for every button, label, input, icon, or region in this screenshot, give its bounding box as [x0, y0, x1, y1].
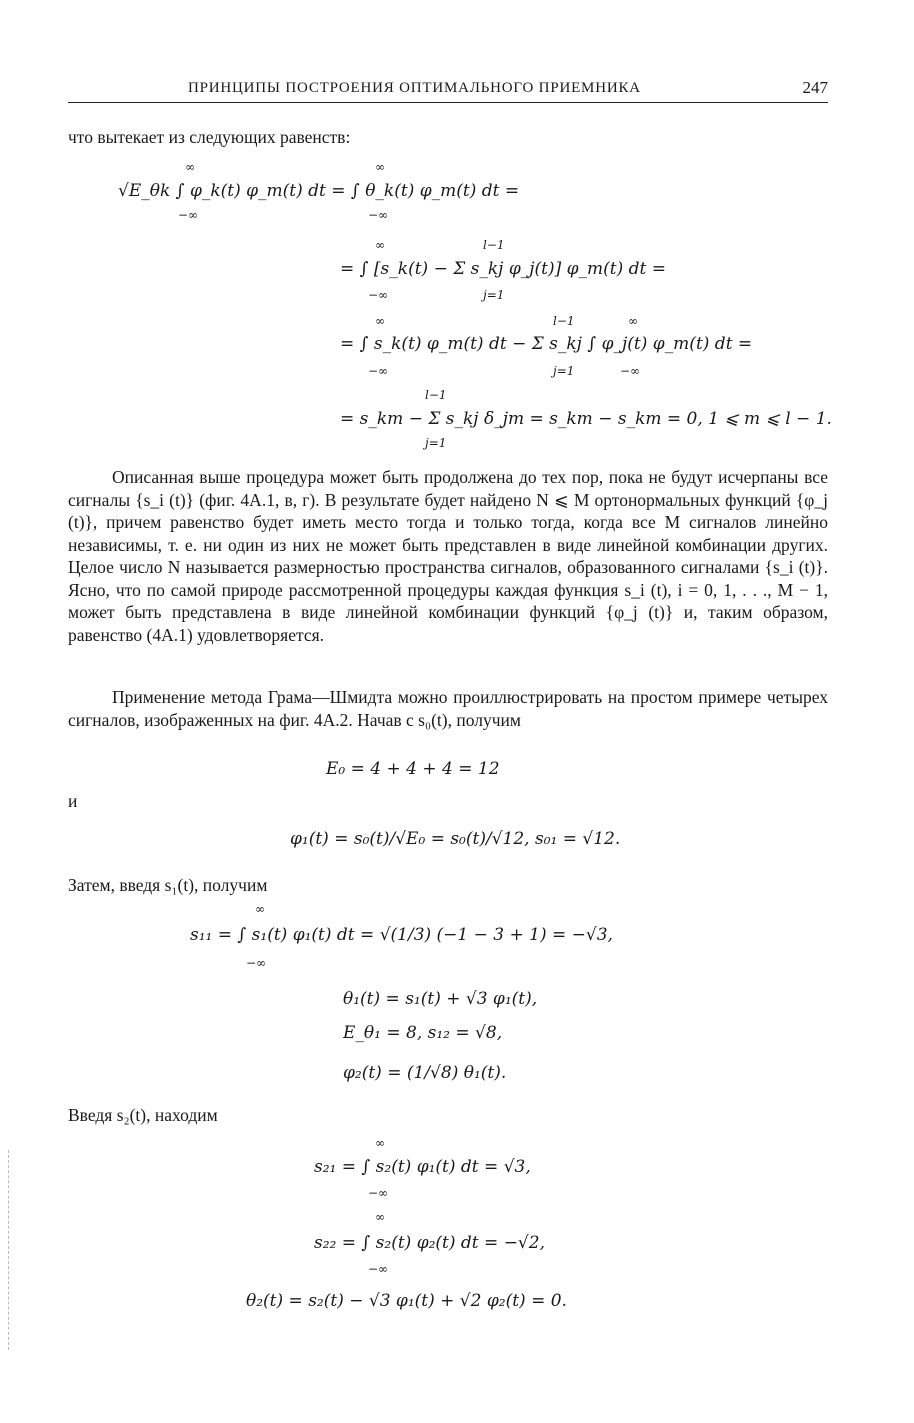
- limit-upper: ∞: [255, 902, 265, 916]
- equation-s22: s₂₂ = ∫ s₂(t) φ₂(t) dt = −√2,: [314, 1233, 545, 1253]
- limit-lower: −∞: [178, 208, 199, 222]
- page-number: 247: [802, 78, 828, 97]
- limit-lower: −∞: [246, 956, 267, 970]
- limit-upper: ∞: [375, 238, 385, 252]
- scan-margin-line: [8, 1150, 9, 1350]
- sum-upper: l−1: [483, 238, 505, 252]
- limit-upper: ∞: [628, 314, 638, 328]
- and-word: и: [68, 791, 78, 811]
- limit-upper: ∞: [375, 1210, 385, 1224]
- limit-upper: ∞: [375, 1136, 385, 1150]
- equation-phi1: φ₁(t) = s₀(t)/√E₀ = s₀(t)/√12, s₀₁ = √12.: [290, 829, 621, 849]
- paragraph-2: Применение метода Грама—Шмидта можно проиллюстрировать на простом примере четырех сигналов, изображенных на фиг. 4A.2. Начав с s₀(t), получим: [68, 687, 828, 730]
- sum-lower: j=1: [483, 288, 505, 302]
- equation-line-4: = s_km − Σ s_kj δ_jm = s_km − s_km = 0, 1 ⩽ m ⩽ l − 1.: [340, 409, 832, 429]
- sum-upper: l−1: [425, 388, 447, 402]
- sum-upper: l−1: [553, 314, 575, 328]
- equation-theta1: θ₁(t) = s₁(t) + √3 φ₁(t),: [343, 989, 538, 1009]
- equation-E0: E₀ = 4 + 4 + 4 = 12: [326, 759, 500, 779]
- limit-upper: ∞: [375, 314, 385, 328]
- limit-lower: −∞: [368, 364, 389, 378]
- then-line: Затем, введя s₁(t), получим: [68, 875, 268, 895]
- chapter-title: ПРИНЦИПЫ ПОСТРОЕНИЯ ОПТИМАЛЬНОГО ПРИЕМНИКА: [188, 80, 641, 96]
- limit-upper: ∞: [375, 160, 385, 174]
- equation-phi2: φ₂(t) = (1/√8) θ₁(t).: [343, 1063, 507, 1083]
- limit-upper: ∞: [185, 160, 195, 174]
- intro-line: что вытекает из следующих равенств:: [68, 127, 351, 147]
- header-rule: [68, 102, 828, 103]
- limit-lower: −∞: [368, 1186, 389, 1200]
- equation-s21: s₂₁ = ∫ s₂(t) φ₁(t) dt = √3,: [314, 1157, 531, 1177]
- limit-lower: −∞: [368, 288, 389, 302]
- sum-lower: j=1: [553, 364, 575, 378]
- equation-s11: s₁₁ = ∫ s₁(t) φ₁(t) dt = √(1/3) (−1 − 3 + 1) = −√3,: [190, 925, 613, 945]
- limit-lower: −∞: [368, 1262, 389, 1276]
- sum-lower: j=1: [425, 436, 447, 450]
- equation-E-theta1: E_θ₁ = 8, s₁₂ = √8,: [343, 1023, 503, 1043]
- equation-line-3: = ∫ s_k(t) φ_m(t) dt − Σ s_kj ∫ φ_j(t) φ_m(t) dt =: [340, 334, 753, 354]
- introducing-line: Введя s₂(t), находим: [68, 1105, 218, 1125]
- paragraph-1: Описанная выше процедура может быть продолжена до тех пор, пока не будут исчерпаны все сигналы {s_i (t)} (фиг. 4A.1, в, г). В результате будет найдено N ⩽ M ортонормальных функций {φ_j (t)}, причем равенство будет иметь место тогда и только тогда, когда все M сигналов линейно независимы, т. е. ни один из них не может быть представлен в виде линейной комбинации других. Целое число N называется размерностью пространства сигналов, образованного сигналами {s_i (t)}. Ясно, что по самой природе рассмотренной процедуры каждая функция s_i (t), i = 0, 1, . . ., M − 1, может быть представлена в виде линейной комбинации функций {φ_j (t)} и, таким образом, равенство (4A.1) удовлетворяется.: [68, 467, 828, 645]
- equation-theta2: θ₂(t) = s₂(t) − √3 φ₁(t) + √2 φ₂(t) = 0.: [246, 1291, 567, 1311]
- equation-line-2: = ∫ [s_k(t) − Σ s_kj φ_j(t)] φ_m(t) dt =: [340, 259, 667, 279]
- limit-lower: −∞: [368, 208, 389, 222]
- limit-lower: −∞: [620, 364, 641, 378]
- equation-line-1: √E_θk ∫ φ_k(t) φ_m(t) dt = ∫ θ_k(t) φ_m(t) dt =: [118, 181, 520, 201]
